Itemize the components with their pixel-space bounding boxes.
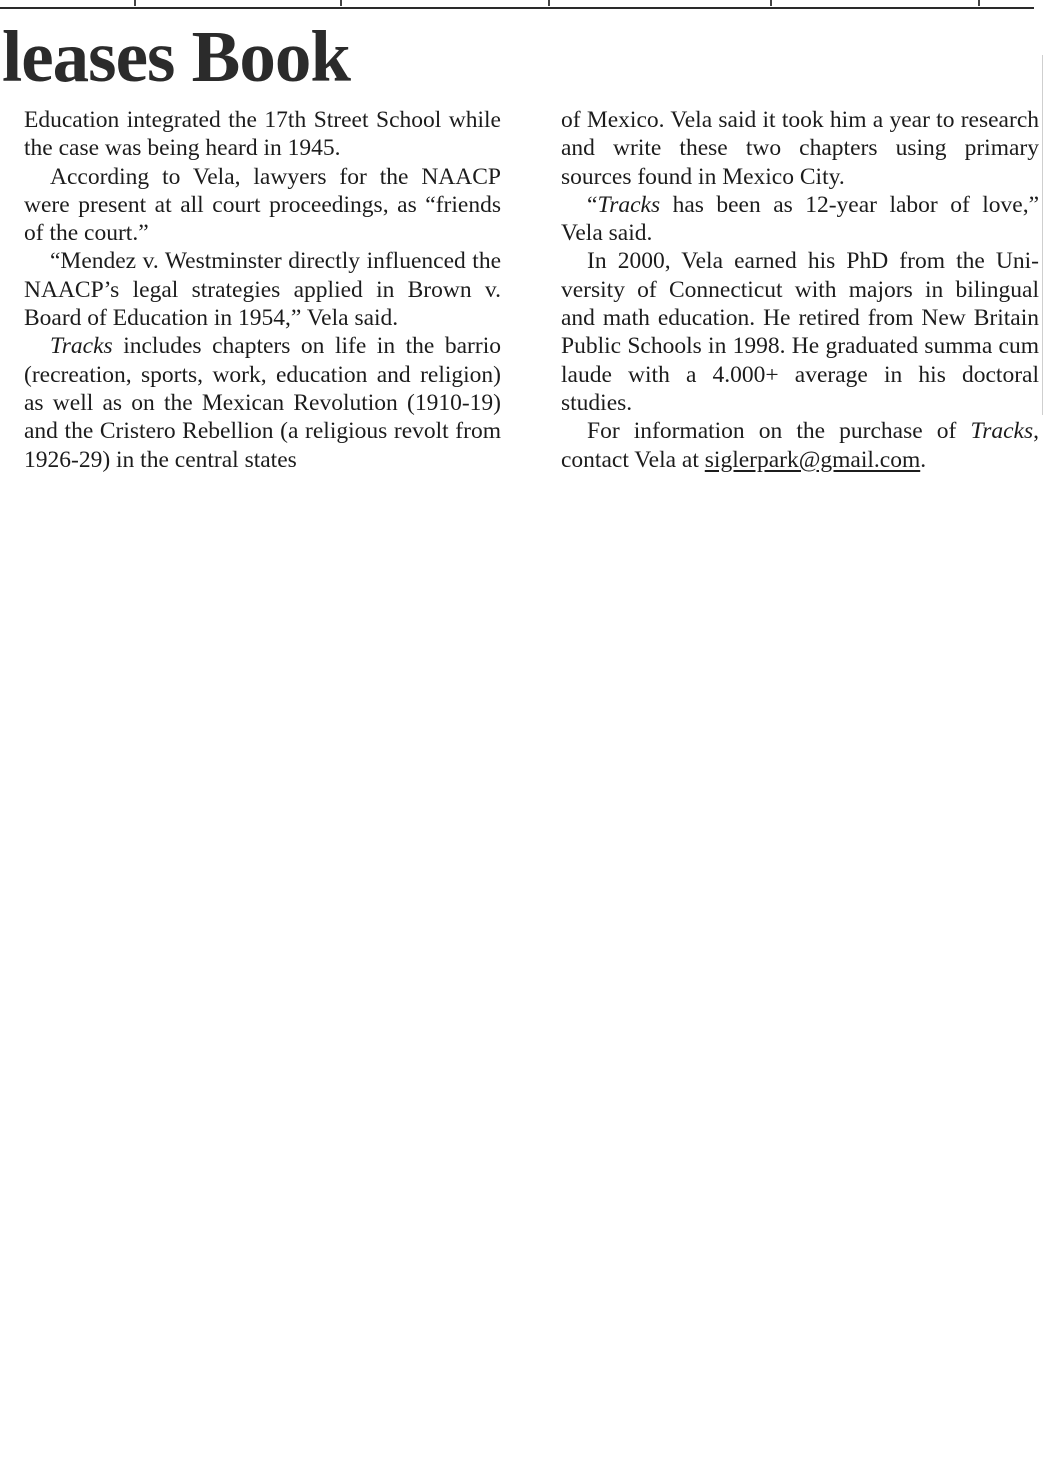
paragraph-text: . — [920, 446, 927, 473]
paragraph: According to Vela, lawyers for the NAACP were present at all court proceedings, as “friends of the court.” — [24, 163, 501, 247]
column-edge-line — [1042, 55, 1043, 415]
quote-mark: “ — [587, 191, 598, 218]
rule-tick — [340, 0, 342, 6]
book-title: Tracks — [970, 418, 1034, 445]
paragraph: “Mendez v. Westminster directly influenced the NAACP’s legal strategies applied in Brown v. Board of Education in 1954,” Vela said. — [24, 248, 501, 332]
paragraph-text: , contact Vela at — [561, 418, 1039, 473]
top-rule — [0, 7, 1034, 9]
book-title: Tracks — [50, 333, 113, 360]
rule-tick — [134, 0, 136, 6]
article-column-left — [24, 106, 501, 474]
paragraph-text: includes chapters on life in the barrio (recreation, sports, work, education and religion) as well as on the Mexican Revolution (1910-19) and the Cristero Rebellion (a religious revolt from 1926-29) in the central states — [24, 333, 501, 473]
paragraph-text: has been as 12-year labor of love,” Vela said. — [561, 191, 1039, 247]
rule-tick — [978, 0, 980, 6]
rule-tick — [770, 0, 772, 6]
article-column-right — [561, 106, 1039, 474]
paragraph — [561, 417, 1039, 474]
email-address: siglerpark@gmail.com — [704, 446, 921, 473]
paragraph: of Mexico. Vela said it took him a year to research and write these two chapters using primary sources found in Mexico City. — [561, 107, 1039, 190]
paragraph — [561, 191, 1039, 248]
paragraph-text: For information on the purchase of — [587, 418, 971, 445]
paragraph — [24, 332, 501, 473]
book-title: Tracks — [597, 191, 661, 218]
paragraph: Education integrated the 17th Street School while the case was being heard in 1945. — [24, 107, 501, 162]
paragraph: In 2000, Vela earned his PhD from the University of Connecticut with majors in bilingual and math education. He retired from New Britain Public Schools in 1998. He graduated summa cum laude with a 4.000+ average in his doctoral studies. — [561, 248, 1039, 416]
headline: leases Book — [2, 16, 350, 97]
rule-tick — [548, 0, 550, 6]
